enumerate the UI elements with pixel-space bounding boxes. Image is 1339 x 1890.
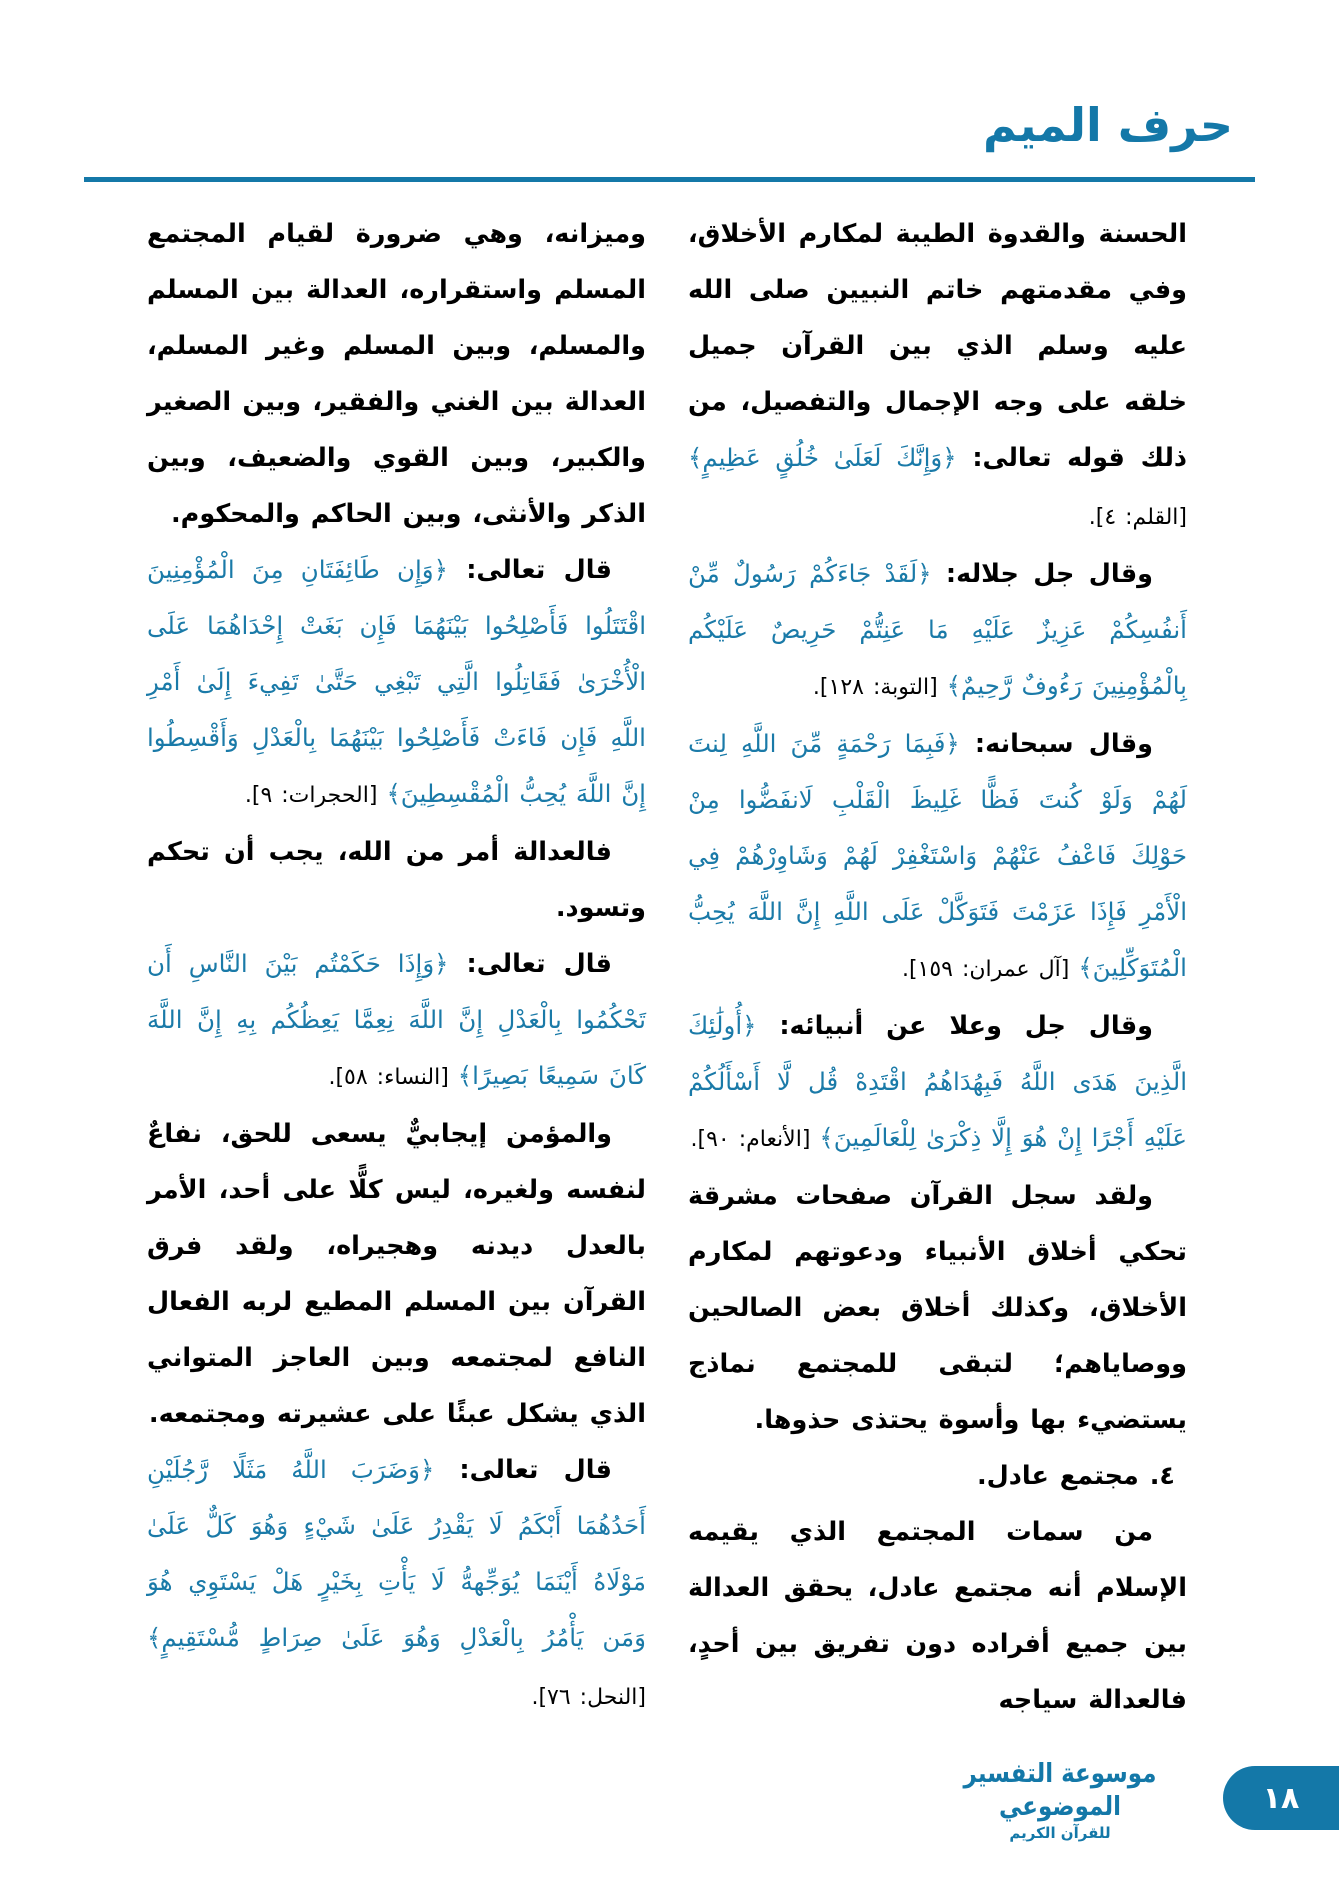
body-text: الحسنة والقدوة الطيبة لمكارم الأخلاق، وفي مقدمتهم خاتم النبيين صلى الله عليه وسلم الذي بين القرآن جميل خلقه على وجه الإجمال والتفصيل، من ذلك قوله تعالى: [688,219,1187,473]
body-text: قال تعالى: [447,555,612,585]
left-column-paragraph-5 [147,1106,646,1442]
body-text: وقال جل وعلا عن أنبيائه: [756,1011,1153,1041]
page-number: ١٨ [1262,1780,1300,1816]
verse-reference: [التوبة: ١٢٨]. [812,675,947,700]
publisher-logo-title: موسوعة التفسير الموضوعي [963,1758,1157,1822]
body-text: من سمات المجتمع الذي يقيمه الإسلام أنه مجتمع عادل، يحقق العدالة بين جميع أفراده دون تفريق بين أحدٍ، فالعدالة سياجه [688,1517,1187,1715]
quran-verse: ﴿فَبِمَا رَحْمَةٍ مِّنَ اللَّهِ لِنتَ لَهُمْ وَلَوْ كُنتَ فَظًّا غَلِيظَ الْقَلْبِ لَانفَضُّوا مِنْ حَوْلِكَ فَاعْفُ عَنْهُمْ وَاسْتَغْفِرْ لَهُمْ وَشَاوِرْهُمْ فِي الْأَمْرِ فَإِذَا عَزَمْتَ فَتَوَكَّلْ عَلَى اللَّهِ إِنَّ اللَّهَ يُحِبُّ الْمُتَوَكِّلِينَ﴾ [688,729,1187,982]
left-column-paragraph-2 [147,542,646,824]
chapter-title: حرف الميم [983,98,1233,152]
text-block [147,206,1187,1728]
verse-reference: [القلم: ٤]. [1088,505,1187,530]
right-column-paragraph-1 [688,206,1187,546]
right-column-paragraph-3 [688,716,1187,998]
verse-reference: [النحل: ٧٦]. [531,1685,646,1710]
verse-reference: [الأنعام: ٩٠]. [690,1127,820,1152]
right-column-paragraph-5 [688,1168,1187,1448]
page-number-badge [1223,1766,1339,1830]
right-column-paragraph-2 [688,546,1187,716]
column-right [688,206,1187,1728]
body-text: فالعدالة أمر من الله، يجب أن تحكم وتسود. [147,837,646,923]
body-text: قال تعالى: [448,949,612,979]
left-column-paragraph-6 [147,1442,646,1726]
left-column-paragraph-1 [147,206,646,542]
verse-reference: [آل عمران: ١٥٩]. [901,957,1079,982]
verse-reference: [الحجرات: ٩]. [244,783,387,808]
body-text: وقال سبحانه: [959,729,1153,759]
verse-reference: [النساء: ٥٨]. [328,1065,458,1090]
column-left [147,206,646,1728]
right-column-paragraph-7 [688,1504,1187,1728]
header-divider-rule [84,177,1255,182]
right-column-paragraph-4 [688,998,1187,1168]
body-text: وقال جل جلاله: [931,559,1153,589]
left-column-paragraph-4 [147,936,646,1106]
quran-verse: ﴿لَقَدْ جَاءَكُمْ رَسُولٌ مِّنْ أَنفُسِكُمْ عَزِيزٌ عَلَيْهِ مَا عَنِتُّمْ حَرِيصٌ عَلَيْكُم بِالْمُؤْمِنِينَ رَءُوفٌ رَّحِيمٌ﴾ [688,559,1187,700]
body-text: وميزانه، وهي ضرورة لقيام المجتمع المسلم واستقراره، العدالة بين المسلم والمسلم، وبين المسلم وغير المسلم، العدالة بين الغني والفقير، وبين الصغير والكبير، وبين القوي والضعيف، وبين الذكر والأنثى، وبين الحاكم والمحكوم. [147,219,646,529]
quran-verse: ﴿وَضَرَبَ اللَّهُ مَثَلًا رَّجُلَيْنِ أَحَدُهُمَا أَبْكَمُ لَا يَقْدِرُ عَلَىٰ شَيْءٍ وَهُوَ كَلٌّ عَلَىٰ مَوْلَاهُ أَيْنَمَا يُوَجِّههُّ لَا يَأْتِ بِخَيْرٍ هَلْ يَسْتَوِي هُوَ وَمَن يَأْمُرُ بِالْعَدْلِ وَهُوَ عَلَىٰ صِرَاطٍ مُّسْتَقِيمٍ﴾ [147,1455,646,1652]
publisher-logo-subtitle: للقرآن الكريم [1009,1823,1111,1842]
publisher-logo [922,1758,1198,1842]
body-text: ٤. مجتمع عادل. [976,1461,1175,1491]
body-text: قال تعالى: [434,1455,612,1485]
quran-verse: ﴿وَإِنَّكَ لَعَلَىٰ خُلُقٍ عَظِيمٍ﴾ [688,443,957,472]
body-text: ولقد سجل القرآن صفحات مشرقة تحكي أخلاق الأنبياء ودعوتهم لمكارم الأخلاق، وكذلك أخلاق بعض الصالحين ووصاياهم؛ لتبقى للمجتمع نماذج يستضيء بها وأسوة يحتذى حذوها. [688,1181,1187,1435]
body-text: والمؤمن إيجابيٌّ يسعى للحق، نفاعٌ لنفسه ولغيره، ليس كلًّا على أحد، الأمر بالعدل ديدنه وهجيراه، ولقد فرق القرآن بين المسلم المطيع لربه الفعال النافع لمجتمعه وبين العاجز المتواني الذي يشكل عبئًا على عشيرته ومجتمعه. [147,1119,646,1429]
left-column-paragraph-3 [147,824,646,936]
section-heading [688,1448,1187,1504]
quran-verse: ﴿أُولَٰئِكَ الَّذِينَ هَدَى اللَّهُ فَبِهُدَاهُمُ اقْتَدِهْ قُل لَّا أَسْأَلُكُمْ عَلَيْهِ أَجْرًا إِنْ هُوَ إِلَّا ذِكْرَىٰ لِلْعَالَمِينَ﴾ [688,1011,1187,1152]
quran-verse: ﴿وَإِذَا حَكَمْتُم بَيْنَ النَّاسِ أَن تَحْكُمُوا بِالْعَدْلِ إِنَّ اللَّهَ نِعِمَّا يَعِظُكُم بِهِ إِنَّ اللَّهَ كَانَ سَمِيعًا بَصِيرًا﴾ [147,949,646,1090]
quran-verse: ﴿وَإِن طَائِفَتَانِ مِنَ الْمُؤْمِنِينَ اقْتَتَلُوا فَأَصْلِحُوا بَيْنَهُمَا فَإِن بَغَتْ إِحْدَاهُمَا عَلَى الْأُخْرَىٰ فَقَاتِلُوا الَّتِي تَبْغِي حَتَّىٰ تَفِيءَ إِلَىٰ أَمْرِ اللَّهِ فَإِن فَاءَتْ فَأَصْلِحُوا بَيْنَهُمَا بِالْعَدْلِ وَأَقْسِطُوا إِنَّ اللَّهَ يُحِبُّ الْمُقْسِطِينَ﴾ [147,555,646,808]
